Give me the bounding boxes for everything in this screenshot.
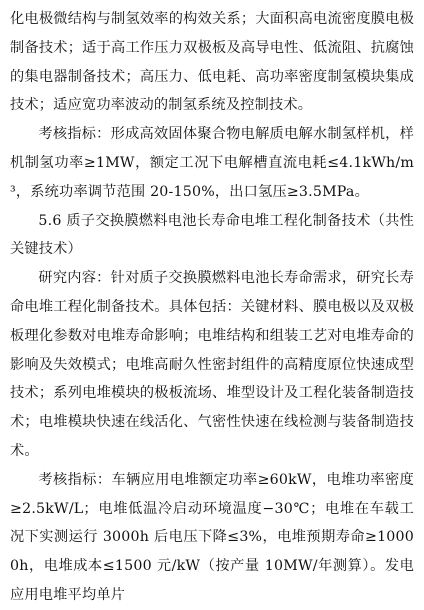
paragraph-fuel-cell-indicators: 考核指标：车辆应用电堆额定功率≥60kW，电堆功率密度≥2.5kW/L；电堆低温冷启动环境温度−30℃；电堆在车载工况下实测运行 3000h 后电压下降≤3%，电堆预期寿命≥10000h，电堆成本≤1500 元/kW（按产量 10MW/年测算）。发电应用电堆平均单片	[10, 471, 414, 603]
paragraph-continuation: 化电极微结构与制氢效率的构效关系；大面积高电流密度膜电极制备技术；适于高工作压力双极板及高导电性、低流阻、抗腐蚀的集电器制备技术；高压力、低电耗、高功率密度制氢模块集成技术；适应宽功率波动的制氢系统及控制技术。	[10, 11, 414, 114]
document-page	[10, 5, 414, 610]
paragraph-electrolysis-indicators: 考核指标：形成高效固体聚合物电解质电解水制氢样机，样机制氢功率≥1MW，额定工况下电解槽直流电耗≤4.1kWh/m³，系统功率调节范围 20-150%，出口氢压≥3.5MPa。	[10, 126, 414, 200]
section-heading-5-6: 5.6 质子交换膜燃料电池长寿命电堆工程化制备技术（共性关键技术）	[10, 212, 414, 258]
paragraph-research-content: 研究内容：针对质子交换膜燃料电池长寿命需求，研究长寿命电堆工程化制备技术。具体包括：关键材料、膜电极以及双极板理化参数对电堆寿命影响；电堆结构和组装工艺对电堆寿命的影响及失效模式；电堆高耐久性密封组件的高精度原位快速成型技术；系列电堆模块的极板流场、堆型设计及工程化装备制造技术；电堆模块快速在线活化、气密性快速在线检测与装备制造技术。	[10, 270, 414, 459]
